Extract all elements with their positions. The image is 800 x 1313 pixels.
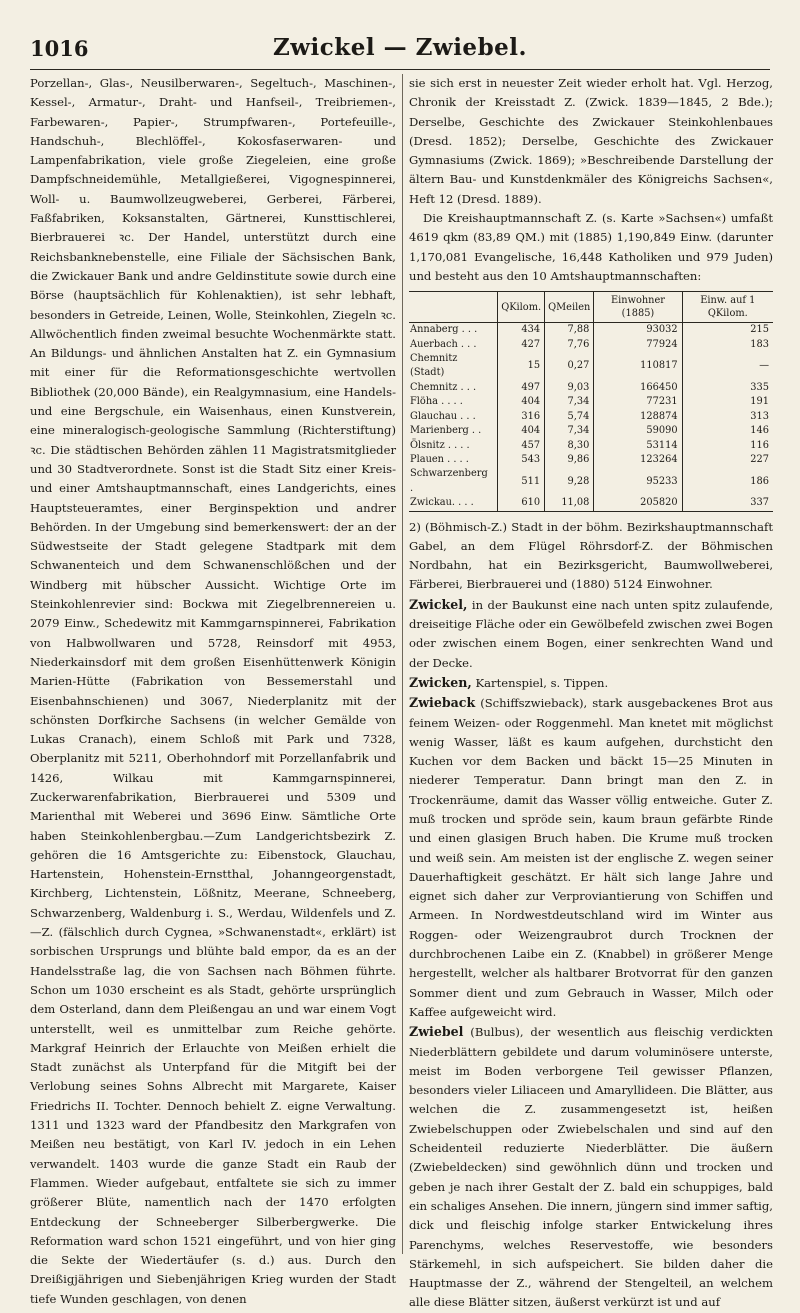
entry-zwicken bbox=[409, 673, 773, 693]
entry-text: (Bulbus), der wesentlich aus fleischig verdickten Niederblättern gebildete und darum voluminösere unterste, meist im Boden verborgene Teil gewisser Pflanzen, besonders vieler Liliaceen und Amaryllideen. Die Blätter, aus welchen die Z. zusammengesetzt ist, heißen Zwiebelschuppen oder Zwiebelschalen und sind auf den Scheidenteil reduzierte Niederblätter. Die äußern (Zwiebeldecken) sind gewöhnlich dünn und trocken und geben je nach ihrer Gestalt der Z. bald ein schuppiges, bald ein schaliges Ansehen. Die innern, jüngern sind immer saftig, dick und fleischig infolge starker Entwickelung ihres Parenchyms, welches Reservestoffe, wie besonders Stärkemehl, in sich aufspeichert. Sie bilden daher die Hauptmasse der Z., während der Stengelteil, an welchem alle diese Blätter sitzen, äußerst verkürzt ist und auf bbox=[409, 1025, 773, 1310]
table-cell: 7,76 bbox=[545, 338, 594, 352]
table-cell: 7,88 bbox=[545, 323, 594, 338]
table-header-cell: Einw. auf 1 QKilom. bbox=[682, 292, 773, 323]
amtshauptmannschaften-table bbox=[409, 291, 773, 511]
district-name-cell: Flöha . . . . bbox=[410, 396, 463, 408]
header-rule bbox=[30, 69, 770, 70]
table-cell: 146 bbox=[682, 424, 773, 438]
table-row bbox=[409, 410, 773, 424]
entry-zwickel bbox=[409, 595, 773, 673]
table-cell: 11,08 bbox=[545, 496, 594, 511]
table-cell: 316 bbox=[498, 410, 545, 424]
table-cell: 9,28 bbox=[545, 467, 594, 496]
district-name-cell: Annaberg . . . bbox=[410, 324, 478, 336]
table-cell: 610 bbox=[498, 496, 545, 511]
table-header-cell: QKilom. bbox=[498, 292, 545, 323]
table-cell: 77924 bbox=[594, 338, 682, 352]
table-cell: 543 bbox=[498, 453, 545, 467]
district-name-cell: Plauen . . . . bbox=[410, 453, 469, 465]
table-row bbox=[409, 496, 773, 511]
table-cell: 404 bbox=[498, 424, 545, 438]
table-cell: 227 bbox=[682, 453, 773, 467]
table-cell: 95233 bbox=[594, 467, 682, 496]
column-divider bbox=[402, 74, 403, 1254]
table-cell: 59090 bbox=[594, 424, 682, 438]
table-body bbox=[409, 323, 773, 511]
table-row bbox=[409, 352, 773, 381]
table-cell: — bbox=[682, 352, 773, 381]
table-cell: 8,30 bbox=[545, 439, 594, 453]
district-name-cell: Marienberg . . bbox=[410, 425, 482, 437]
table-cell: 9,86 bbox=[545, 453, 594, 467]
table-row bbox=[409, 323, 773, 338]
district-name-cell: Schwarzenberg . bbox=[410, 468, 488, 494]
table-cell: 166450 bbox=[594, 381, 682, 395]
district-name-cell: Zwickau. . . . bbox=[409, 496, 498, 511]
table-row bbox=[409, 439, 773, 453]
table-cell: 404 bbox=[498, 395, 545, 409]
table-cell: 5,74 bbox=[545, 410, 594, 424]
entry-text: Kartenspiel, s. Tippen. bbox=[471, 675, 609, 690]
table-row bbox=[409, 338, 773, 352]
table-cell: 186 bbox=[682, 467, 773, 496]
table-cell: 123264 bbox=[594, 453, 682, 467]
table-cell: 15 bbox=[498, 352, 545, 381]
entry-zwiebel bbox=[409, 1022, 773, 1312]
headword: Zwicken, bbox=[409, 674, 472, 690]
left-column-text: Porzellan-, Glas-, Neusilberwaren-, Segeltuch-, Maschinen-, Kessel-, Armatur-, Draht- und Hanfseil-, Treibriemen-, Farbewaren-, Papier-, Strumpfwaren-, Portefeuille-, Handschuh-, Blechlöffel-, Kokosfaserwaren- und Lampenfabrikation, viele große Ziegeleien, eine große Dampfschneidemühle, Metallgießerei, Vigognespinnerei, Woll- u. Baumwollzeugweberei, Gerberei, Färberei, Faßfabriken, Koksanstalten, Gärtnerei, Kunsttischlerei, Bierbrauerei ꝛc. Der Handel, unterstützt durch eine Reichsbanknebenstelle, eine Filiale der Sächsischen Bank, die Zwickauer Bank und andre Geldinstitute sowie durch eine Börse (hauptsächlich für Kohlenaktien), ist sehr lebhaft, besonders in Getreide, Leinen, Wolle, Steinkohlen, Ziegeln ꝛc. Allwöchentlich finden zweimal besuchte Wochenmärkte statt. An Bildungs- und ähnlichen Anstalten hat Z. ein Gymnasium mit einer für die Reformationsgeschichte wertvollen Bibliothek (20,000 Bände), ein Realgymnasium, eine Handels- und eine Bergschule, ein Waisenhaus, einen Kunstverein, eine mineralogisch-geologische Sammlung (Richterstiftung) ꝛc. Die städtischen Behörden zählen 11 Magistratsmitglieder und 30 Stadtverordnete. Sonst ist die Stadt Sitz einer Kreis- und einer Amtshauptmannschaft, eines Landgerichts, eines Hauptsteueramtes, einer Berginspektion und andrer Behörden. In der Umgebung sind bemerkenswert: der an der Südwestseite der Stadt gelegene Stadtpark mit dem Schwanenteich und dem Schwanenschlößchen und der Windberg mit hübscher Aussicht. Wichtige Orte im Steinkohlenrevier sind: Bockwa mit Ziegelbrennereien u. 2079 Einw., Schedewitz mit Kammgarnspinnerei, Fabrikation von Halbwollwaren und 5728, Reinsdorf mit 4953, Niederkainsdorf mit dem großen Eisenhüttenwerk Königin Marien-Hütte (Fabrikation von Bessemerstahl und Eisenbahnschienen) und 3067, Niederplanitz mit der schönsten Dorfkirche Sachsens (in welcher Gemälde von Lukas Cranach), einem Schloß mit Park und 7328, Oberplanitz mit 5211, Oberhohndorf mit Porzellanfabrik und 1426, Wilkau mit Kammgarnspinnerei, Zuckerwarenfabrikation, Bierbrauerei und 5309 und Marienthal mit Weberei und 3696 Einw. Sämtliche Orte haben Steinkohlenbergbau.—Zum Landgerichtsbezirk Z. gehören die 16 Amtsgerichte zu: Eibenstock, Glauchau, Hartenstein, Hohenstein-Ernstthal, Johanngeorgenstadt, Kirchberg, Lichtenstein, Lößnitz, Meerane, Schneeberg, Schwarzenberg, Waldenburg i. S., Werdau, Wildenfels und Z.—Z. (fälschlich durch Cygnea, »Schwanenstadt«, erklärt) ist sorbischen Ursprungs und blühte bald empor, da es an der Handelsstraße lag, die von Sachsen nach Böhmen führte. Schon um 1030 erscheint es als Stadt, gehörte ursprünglich dem Osterland, dann dem Pleißengau an und war einem Vogt unterstellt, weil es unmittelbar zum Reiche gehörte. Markgraf Heinrich der Erlauchte von Meißen erhielt die Stadt zunächst als Unterpfand für die Mitgift bei der Verlobung seines Sohns Albrecht mit Margarete, Kaiser Friedrichs II. Tochter. Dennoch behielt Z. eigne Verwaltung. 1311 und 1323 ward der Pfandbesitz den Markgrafen von Meißen neu bestätigt, von Karl IV. jedoch in ein Lehen verwandelt. 1403 wurde die ganze Stadt ein Raub der Flammen. Wieder aufgebaut, entfaltete sie sich zu immer größerer Blüte, namentlich nach der 1470 erfolgten Entdeckung der Schneeberger Silberbergwerke. Die Reformation ward schon 1521 eingeführt, und von hier ging die Sekte der Wiedertäufer (s. d.) aus. Durch den Dreißigjährigen und Siebenjährigen Krieg wurden der Stadt tiefe Wunden geschlagen, von denen bbox=[30, 76, 396, 1306]
table-cell: 191 bbox=[682, 395, 773, 409]
table-cell: 77231 bbox=[594, 395, 682, 409]
table-cell: 7,34 bbox=[545, 424, 594, 438]
headword: Zwickel, bbox=[409, 596, 468, 612]
table-cell: 205820 bbox=[594, 496, 682, 511]
table-cell: 9,03 bbox=[545, 381, 594, 395]
table-cell: 335 bbox=[682, 381, 773, 395]
table-cell: 110817 bbox=[594, 352, 682, 381]
table-cell: 93032 bbox=[594, 323, 682, 338]
entry-zwieback bbox=[409, 693, 773, 1022]
kreishauptmannschaft-paragraph: Die Kreishauptmannschaft Z. (s. Karte »Sachsen«) umfaßt 4619 qkm (83,89 QM.) mit (1885) 1,190,849 Einw. (darunter 1,170,081 Evangelische, 16,448 Katholiken und 979 Juden) und besteht aus den 10 Amtshauptmannschaften: bbox=[409, 211, 773, 283]
district-name-cell: Chemnitz (Stadt) bbox=[410, 353, 458, 379]
table-row bbox=[409, 453, 773, 467]
table-cell: 128874 bbox=[594, 410, 682, 424]
district-name-cell: Glauchau . . . bbox=[410, 410, 476, 422]
table-cell: 7,34 bbox=[545, 395, 594, 409]
table-cell: 511 bbox=[498, 467, 545, 496]
table-cell: 427 bbox=[498, 338, 545, 352]
table-row bbox=[409, 424, 773, 438]
page-header bbox=[30, 34, 770, 68]
table-row bbox=[409, 381, 773, 395]
headword: Zwieback bbox=[409, 695, 476, 711]
table-header-cell: QMeilen bbox=[545, 292, 594, 323]
entry-text: in der Baukunst eine nach unten spitz zulaufende, dreiseitige Fläche oder ein Gewölbefeld zwischen zwei Bogen oder zwischen einem Bogen, einer senkrechten Wand und der Decke. bbox=[409, 597, 773, 670]
table-cell: 116 bbox=[682, 439, 773, 453]
table-header-cell bbox=[409, 292, 498, 323]
table-row bbox=[409, 395, 773, 409]
table-cell: 457 bbox=[498, 439, 545, 453]
table-cell: 313 bbox=[682, 410, 773, 424]
table-cell: 0,27 bbox=[545, 352, 594, 381]
table-cell: 337 bbox=[682, 496, 773, 511]
table-row bbox=[409, 467, 773, 496]
running-head: Zwickel — Zwiebel. bbox=[272, 34, 528, 61]
district-name-cell: Chemnitz . . . bbox=[410, 381, 477, 393]
table-cell: 497 bbox=[498, 381, 545, 395]
table-cell: 215 bbox=[682, 323, 773, 338]
entry-text: (Schiffszwieback), stark ausgebackenes Brot aus feinem Weizen- oder Roggenmehl. Man knetet mit möglichst wenig Wasser, läßt es kaum aufgehen, durchsticht den Kuchen vor dem Backen und bäckt 15—25 Minuten in niederer Temperatur. Dann bringt man den Z. in Trockenräume, damit das Wasser völlig entweiche. Guter Z. muß trocken und spröde sein, kaum braun gefärbte Rinde und einen glasigen Bruch haben. Die Krume muß trocken und weiß sein. Am meisten ist der englische Z. wegen seiner Dauerhaftigkeit geschätzt. Er hält sich lange Jahre und eignet sich daher zur Verproviantierung von Schiffen und Armeen. In Nordwestdeutschland wird im Winter aus Roggen- oder Weizengraubrot durch Trocknen der durchbrochenen Laibe ein Z. (Knabbel) in größerer Menge hergestellt, welcher als haltbarer Brotvorrat für den ganzen Sommer dient und zum Gebrauch in Wasser, Milch oder Kaffee aufgeweicht wird. bbox=[409, 696, 773, 1019]
table-header-cell: Einwohner (1885) bbox=[594, 292, 682, 323]
table-cell: 53114 bbox=[594, 439, 682, 453]
table-cell: 183 bbox=[682, 338, 773, 352]
entry-continuation: sie sich erst in neuester Zeit wieder erholt hat. Vgl. Herzog, Chronik der Kreisstadt Z. (Zwick. 1839—1845, 2 Bde.); Derselbe, Geschichte des Zwickauer Steinkohlenbaues (Dresd. 1852); Derselbe, Geschichte des Zwickauer Gymnasiums (Zwick. 1869); »Beschreibende Darstellung der ältern Bau- und Kunstdenkmäler des Königreichs Sachsen«, Heft 12 (Dresd. 1889). bbox=[409, 76, 773, 206]
table-header-row bbox=[409, 292, 773, 323]
headword: Zwiebel bbox=[409, 1024, 464, 1040]
page-number: 1016 bbox=[30, 36, 89, 61]
boehmisch-zwickau-paragraph: 2) (Böhmisch-Z.) Stadt in der böhm. Bezirkshauptmannschaft Gabel, an dem Flügel Röhrsdorf-Z. der Böhmischen Nordbahn, hat ein Bezirksgericht, Baumwollweberei, Färberei, Bierbrauerei und (1880) 5124 Einwohner. bbox=[409, 519, 773, 592]
table-cell: 434 bbox=[498, 323, 545, 338]
right-column bbox=[409, 74, 773, 1310]
left-column bbox=[30, 74, 396, 1306]
district-name-cell: Auerbach . . . bbox=[410, 338, 477, 350]
district-name-cell: Ölsnitz . . . . bbox=[410, 439, 470, 451]
